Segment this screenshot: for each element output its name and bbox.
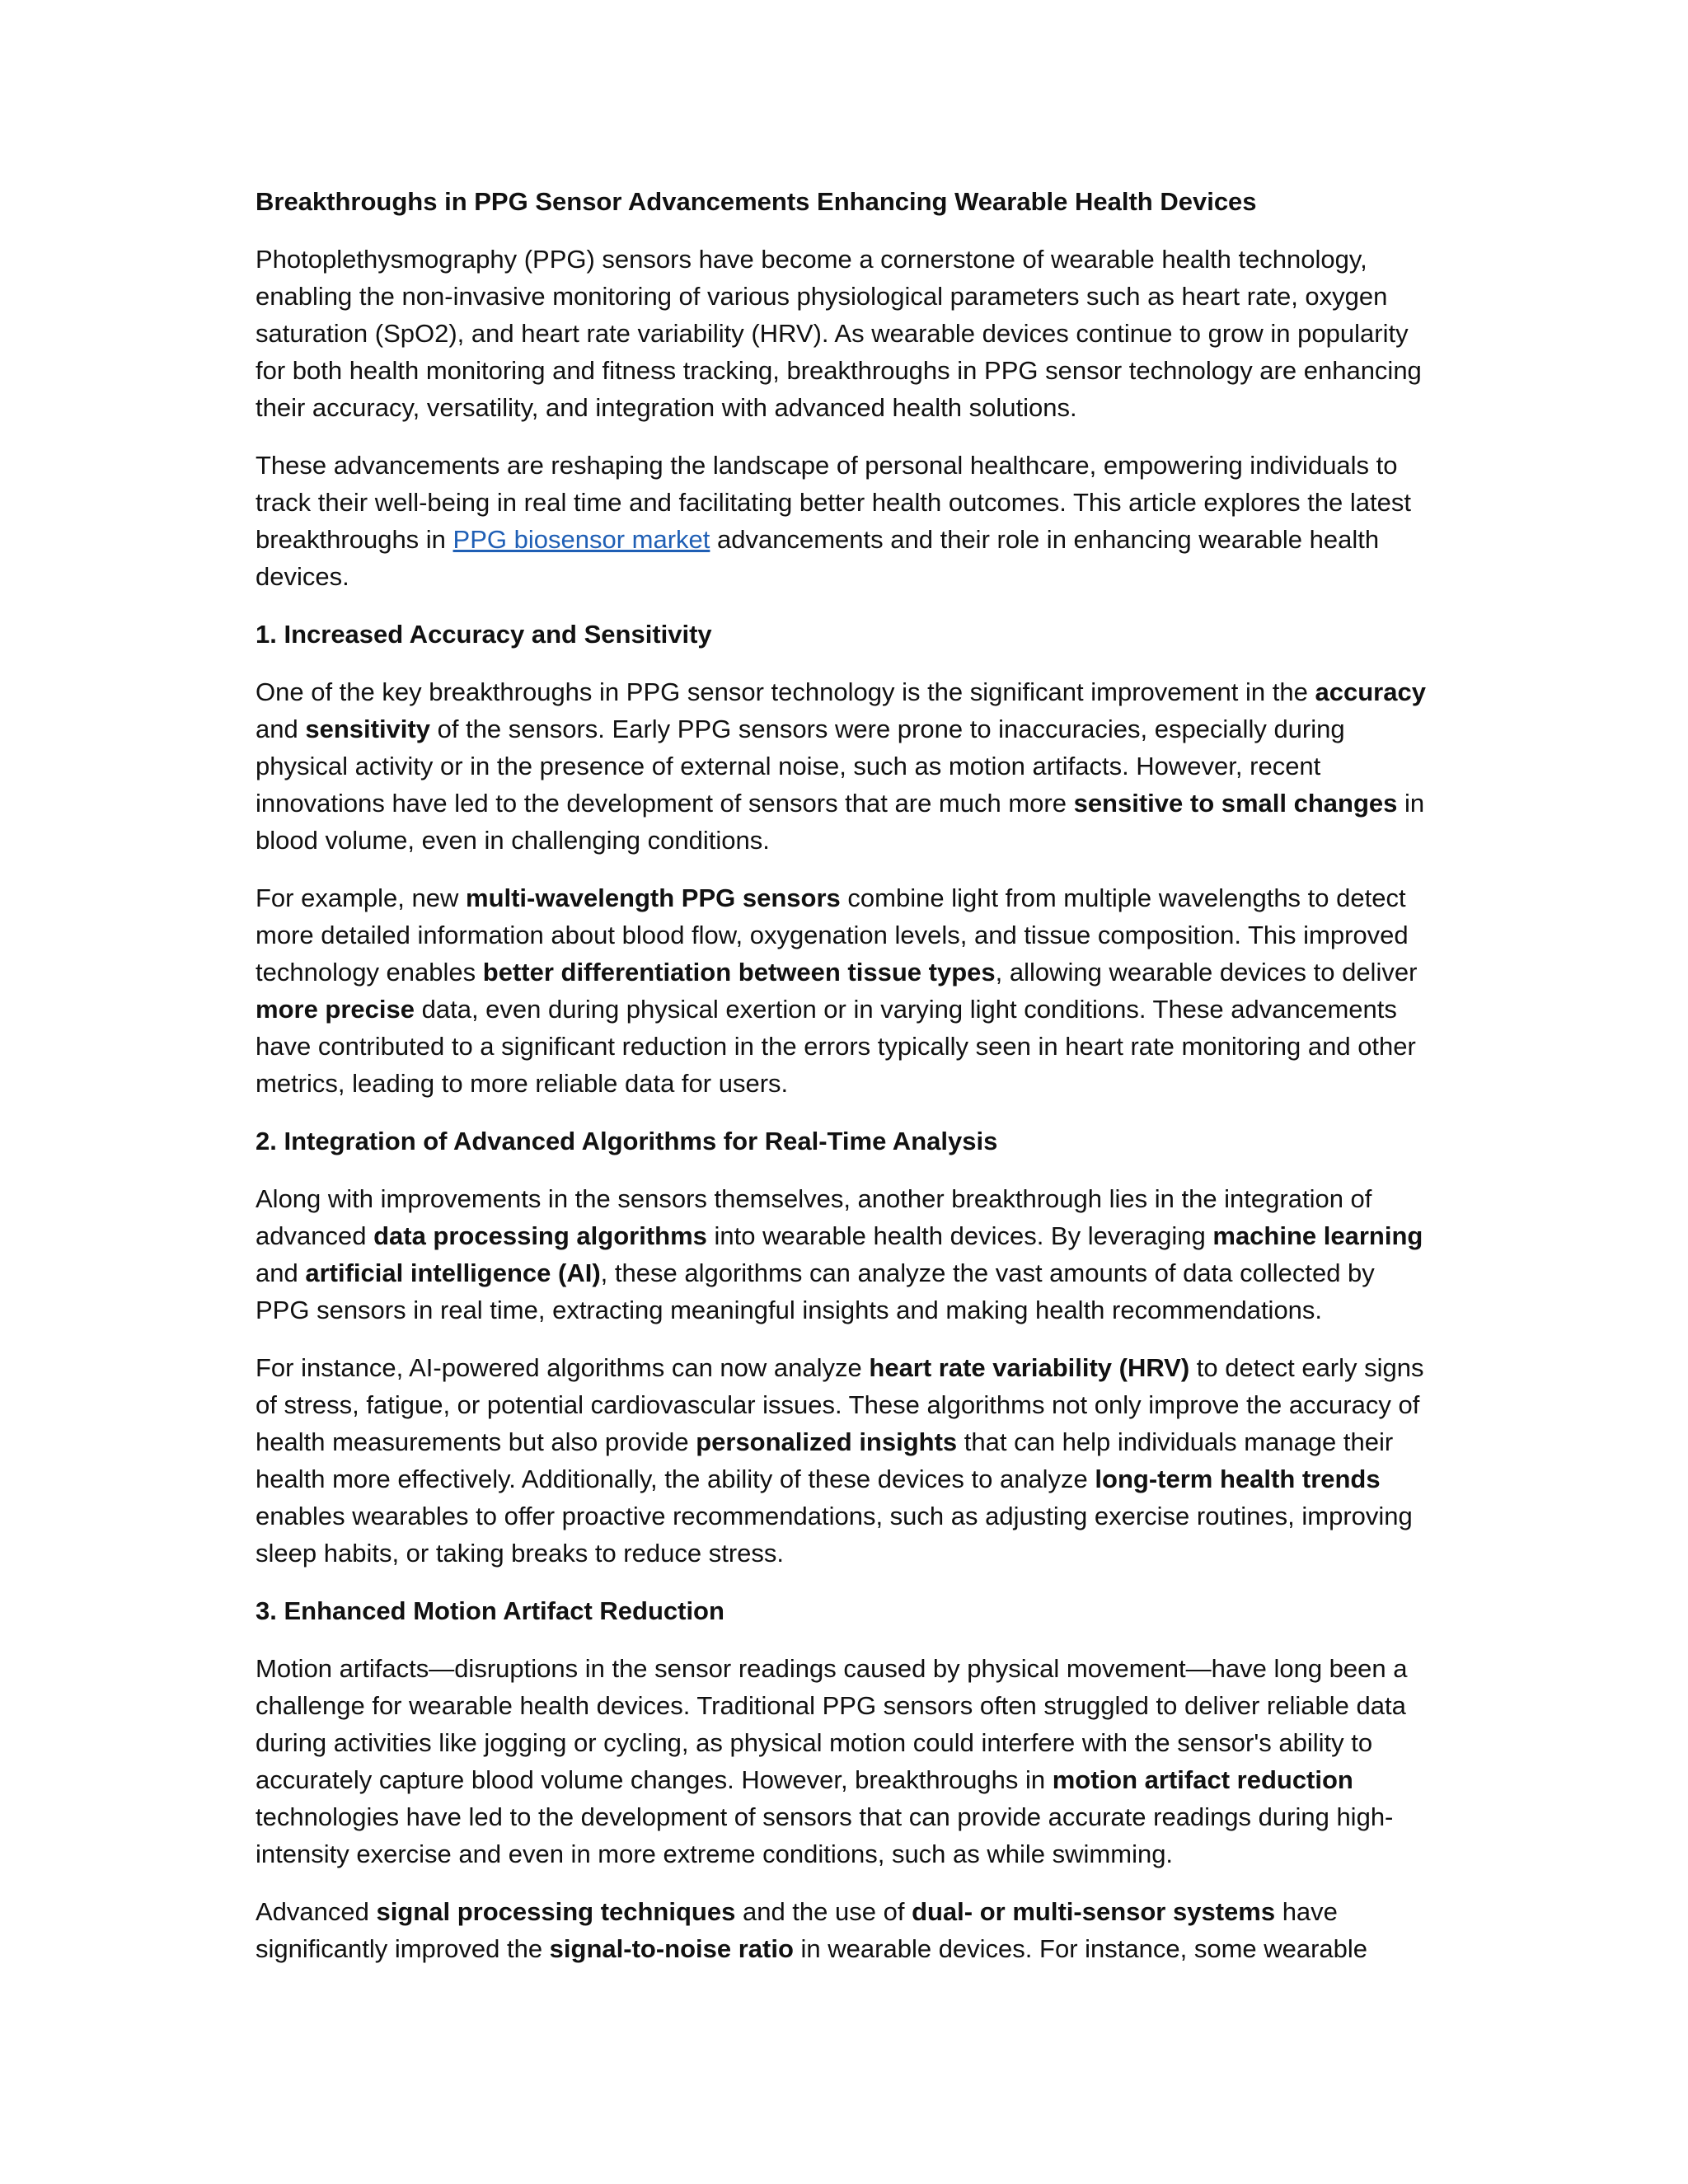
intro-paragraph-1: [256, 241, 1426, 426]
bold-term: heart rate variability (HRV): [869, 1353, 1190, 1382]
body-text: technologies have led to the development of sensors that can provide accurate readings during high-intensity exercise and even in more extreme conditions, such as while swimming.: [256, 1802, 1394, 1868]
body-text: data, even during physical exertion or in varying light conditions. These advancements have contributed to a significant reduction in the errors typically seen in heart rate monitoring and other metrics, leading to more reliable data for users.: [256, 995, 1416, 1098]
bold-term: sensitive to small changes: [1073, 789, 1398, 818]
body-text: , allowing wearable devices to deliver: [995, 958, 1418, 987]
bold-term: more precise: [256, 995, 415, 1024]
body-text: have significantly improved the: [256, 1897, 1338, 1963]
bold-term: personalized insights: [696, 1427, 958, 1456]
bold-term: better differentiation between tissue types: [482, 958, 996, 987]
bold-term: data processing algorithms: [373, 1221, 707, 1250]
body-text: combine light from multiple wavelengths to detect more detailed information about blood flow, oxygenation levels, and tissue composition. This improved technology enables: [256, 883, 1409, 987]
bold-term: machine learning: [1212, 1221, 1423, 1250]
body-text: enables wearables to offer proactive recommendations, such as adjusting exercise routines, improving sleep habits, or taking breaks to reduce stress.: [256, 1502, 1413, 1568]
bold-term: long-term health trends: [1095, 1465, 1381, 1493]
section-1-paragraph-1: [256, 673, 1426, 859]
intro-text: These advancements are reshaping the landscape of personal healthcare, empowering individuals to track their well-being in real time and facilitating better health outcomes. This article explores the latest breakthroughs in: [256, 451, 1412, 554]
body-text: that can help individuals manage their health more effectively. Additionally, the ability of these devices to analyze: [256, 1427, 1394, 1493]
document-title: Breakthroughs in PPG Sensor Advancements Enhancing Wearable Health Devices: [256, 187, 1257, 216]
section-2-paragraph-2: [256, 1349, 1426, 1572]
body-text: to detect early signs of stress, fatigue, or potential cardiovascular issues. These algorithms not only improve the accuracy of health measurements but also provide: [256, 1353, 1424, 1456]
intro-text: Photoplethysmography (PPG) sensors have become a cornerstone of wearable health technology, enabling the non-invasive monitoring of various physiological parameters such as heart rate, oxygen saturation (SpO2), and heart rate variability (HRV). As wearable devices continue to grow in popularity for both health monitoring and fitness tracking, breakthroughs in PPG sensor technology are enhancing their accuracy, versatility, and integration with advanced health solutions.: [256, 245, 1422, 422]
body-text: For instance, AI-powered algorithms can now analyze: [256, 1353, 870, 1382]
bold-term: dual- or multi-sensor systems: [912, 1897, 1276, 1926]
body-text: Advanced: [256, 1897, 377, 1926]
intro-paragraph-2: [256, 447, 1426, 595]
body-text: in wearable devices. For instance, some wearable: [793, 1934, 1368, 1963]
body-text: One of the key breakthroughs in PPG sensor technology is the significant improvement in the: [256, 677, 1315, 706]
section-2-heading: 2. Integration of Advanced Algorithms for Real-Time Analysis: [256, 1127, 998, 1155]
section-1-heading: 1. Increased Accuracy and Sensitivity: [256, 620, 712, 649]
section-1-paragraph-2: [256, 879, 1426, 1102]
intro-text: advancements and their role in enhancing wearable health devices.: [256, 525, 1380, 591]
body-text: in blood volume, even in challenging conditions.: [256, 789, 1425, 855]
body-text: , these algorithms can analyze the vast amounts of data collected by PPG sensors in real time, extracting meaningful insights and making health recommendations.: [256, 1258, 1375, 1324]
bold-term: signal-to-noise ratio: [549, 1934, 794, 1963]
bold-term: sensitivity: [305, 715, 430, 743]
body-text: of the sensors. Early PPG sensors were prone to inaccuracies, especially during physical activity or in the presence of external noise, such as motion artifacts. However, recent innovations have led to the development of sensors that are much more: [256, 715, 1345, 818]
bold-term: signal processing techniques: [376, 1897, 736, 1926]
body-text: and the use of: [735, 1897, 912, 1926]
body-text: into wearable health devices. By leveraging: [706, 1221, 1213, 1250]
document-page: [256, 183, 1426, 1988]
body-text: and: [256, 715, 306, 743]
section-3-heading: 3. Enhanced Motion Artifact Reduction: [256, 1596, 724, 1625]
bold-term: motion artifact reduction: [1052, 1765, 1353, 1794]
body-text: and: [256, 1258, 306, 1287]
section-2-paragraph-1: [256, 1180, 1426, 1329]
body-text: Along with improvements in the sensors themselves, another breakthrough lies in the integration of advanced: [256, 1184, 1372, 1250]
section-3-paragraph-1: [256, 1650, 1426, 1872]
bold-term: artificial intelligence (AI): [305, 1258, 601, 1287]
bold-term: accuracy: [1315, 677, 1426, 706]
body-text: For example, new: [256, 883, 466, 912]
section-3-paragraph-2: [256, 1893, 1426, 1967]
ppg-biosensor-market-link[interactable]: PPG biosensor market: [452, 525, 710, 554]
body-text: Motion artifacts—disruptions in the sensor readings caused by physical movement—have long been a challenge for wearable health devices. Traditional PPG sensors often struggled to deliver reliable data during activities like jogging or cycling, as physical motion could interfere with the sensor's ability to accurately capture blood volume changes. However, breakthroughs in: [256, 1654, 1408, 1794]
bold-term: multi-wavelength PPG sensors: [466, 883, 841, 912]
